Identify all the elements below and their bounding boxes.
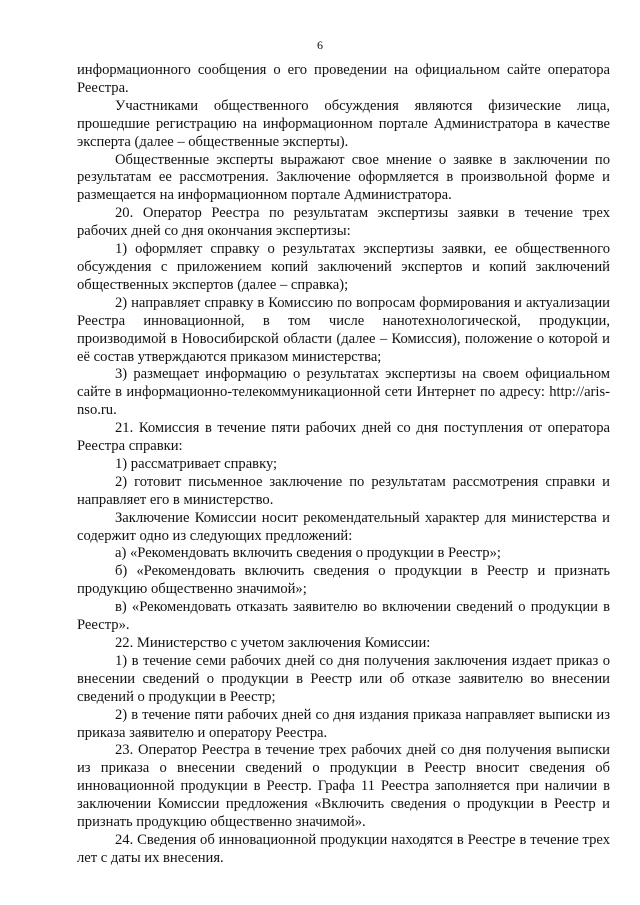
paragraph: 1) в течение семи рабочих дней со дня получения заключения издает приказ о внесении сведений о продукции в Реестр или об отказе заявителю во внесении сведений о продукции в Реестр; [77,652,610,705]
paragraph: Общественные эксперты выражают свое мнение о заявке в заключении по результатам ее рассмотрения. Заключение оформляется в произвольной форме и размещается на информационном портале Администратора. [77,151,610,204]
paragraph: в) «Рекомендовать отказать заявителю во включении сведений о продукции в Реестр». [77,599,610,634]
paragraph: Участниками общественного обсуждения являются физические лица, прошедшие регистрацию на информационном портале Администратора в качестве эксперта (далее – общественные эксперты). [77,97,610,150]
paragraph: 23. Оператор Реестра в течение трех рабочих дней со дня получения выписки из приказа о внесении сведений о продукции в Реестр вносит сведения об инновационной продукции в Реестр. Графа 11 Реестра заполняется при наличии в заключении Комиссии предложения «Включить сведения о продукции в Реестр и признать продукцию общественно значимой». [77,742,610,831]
paragraph: 2) в течение пяти рабочих дней со дня издания приказа направляет выписки из приказа заявителю и оператору Реестра. [77,706,610,741]
paragraph: Заключение Комиссии носит рекомендательный характер для министерства и содержит одно из следующих предложений: [77,509,610,544]
paragraph: 2) готовит письменное заключение по результатам рассмотрения справки и направляет его в министерство. [77,473,610,508]
paragraph: 1) оформляет справку о результатах экспертизы заявки, ее общественного обсуждения с приложением копий заключений экспертов и копий заключений общественных экспертов (далее – справка); [77,241,610,293]
paragraph: 2) направляет справку в Комиссию по вопросам формирования и актуализации Реестра инновационной, в том числе нанотехнологической, продукции, производимой в Новосибирской области (далее – Комиссия), положение о которой и её состав утверждаются приказом министерства; [77,294,610,365]
paragraph: б) «Рекомендовать включить сведения о продукции в Реестр и признать продукцию общественно значимой»; [77,563,610,598]
paragraph: 21. Комиссия в течение пяти рабочих дней со дня поступления от оператора Реестра справки: [77,420,610,455]
page-number: 6 [317,38,323,52]
paragraph: а) «Рекомендовать включить сведения о продукции в Реестр»; [115,545,501,562]
paragraph: 20. Оператор Реестра по результатам экспертизы заявки в течение трех рабочих дней со дня окончания экспертизы: [77,205,610,240]
paragraph: 1) рассматривает справку; [115,455,278,472]
paragraph: 22. Министерство с учетом заключения Комиссии: [115,635,431,651]
paragraph: информационного сообщения о его проведении на официальном сайте оператора Реестра. [77,62,610,96]
paragraph: 24. Сведения об инновационной продукции находятся в Реестре в течение трех лет с даты их внесения. [77,831,610,866]
paragraph: 3) размещает информацию о результатах экспертизы на своем официальном сайте в информационно-телекоммуникационной сети Интернет по адресу: http://aris-nso.ru. [77,366,610,419]
document-body [77,62,610,868]
